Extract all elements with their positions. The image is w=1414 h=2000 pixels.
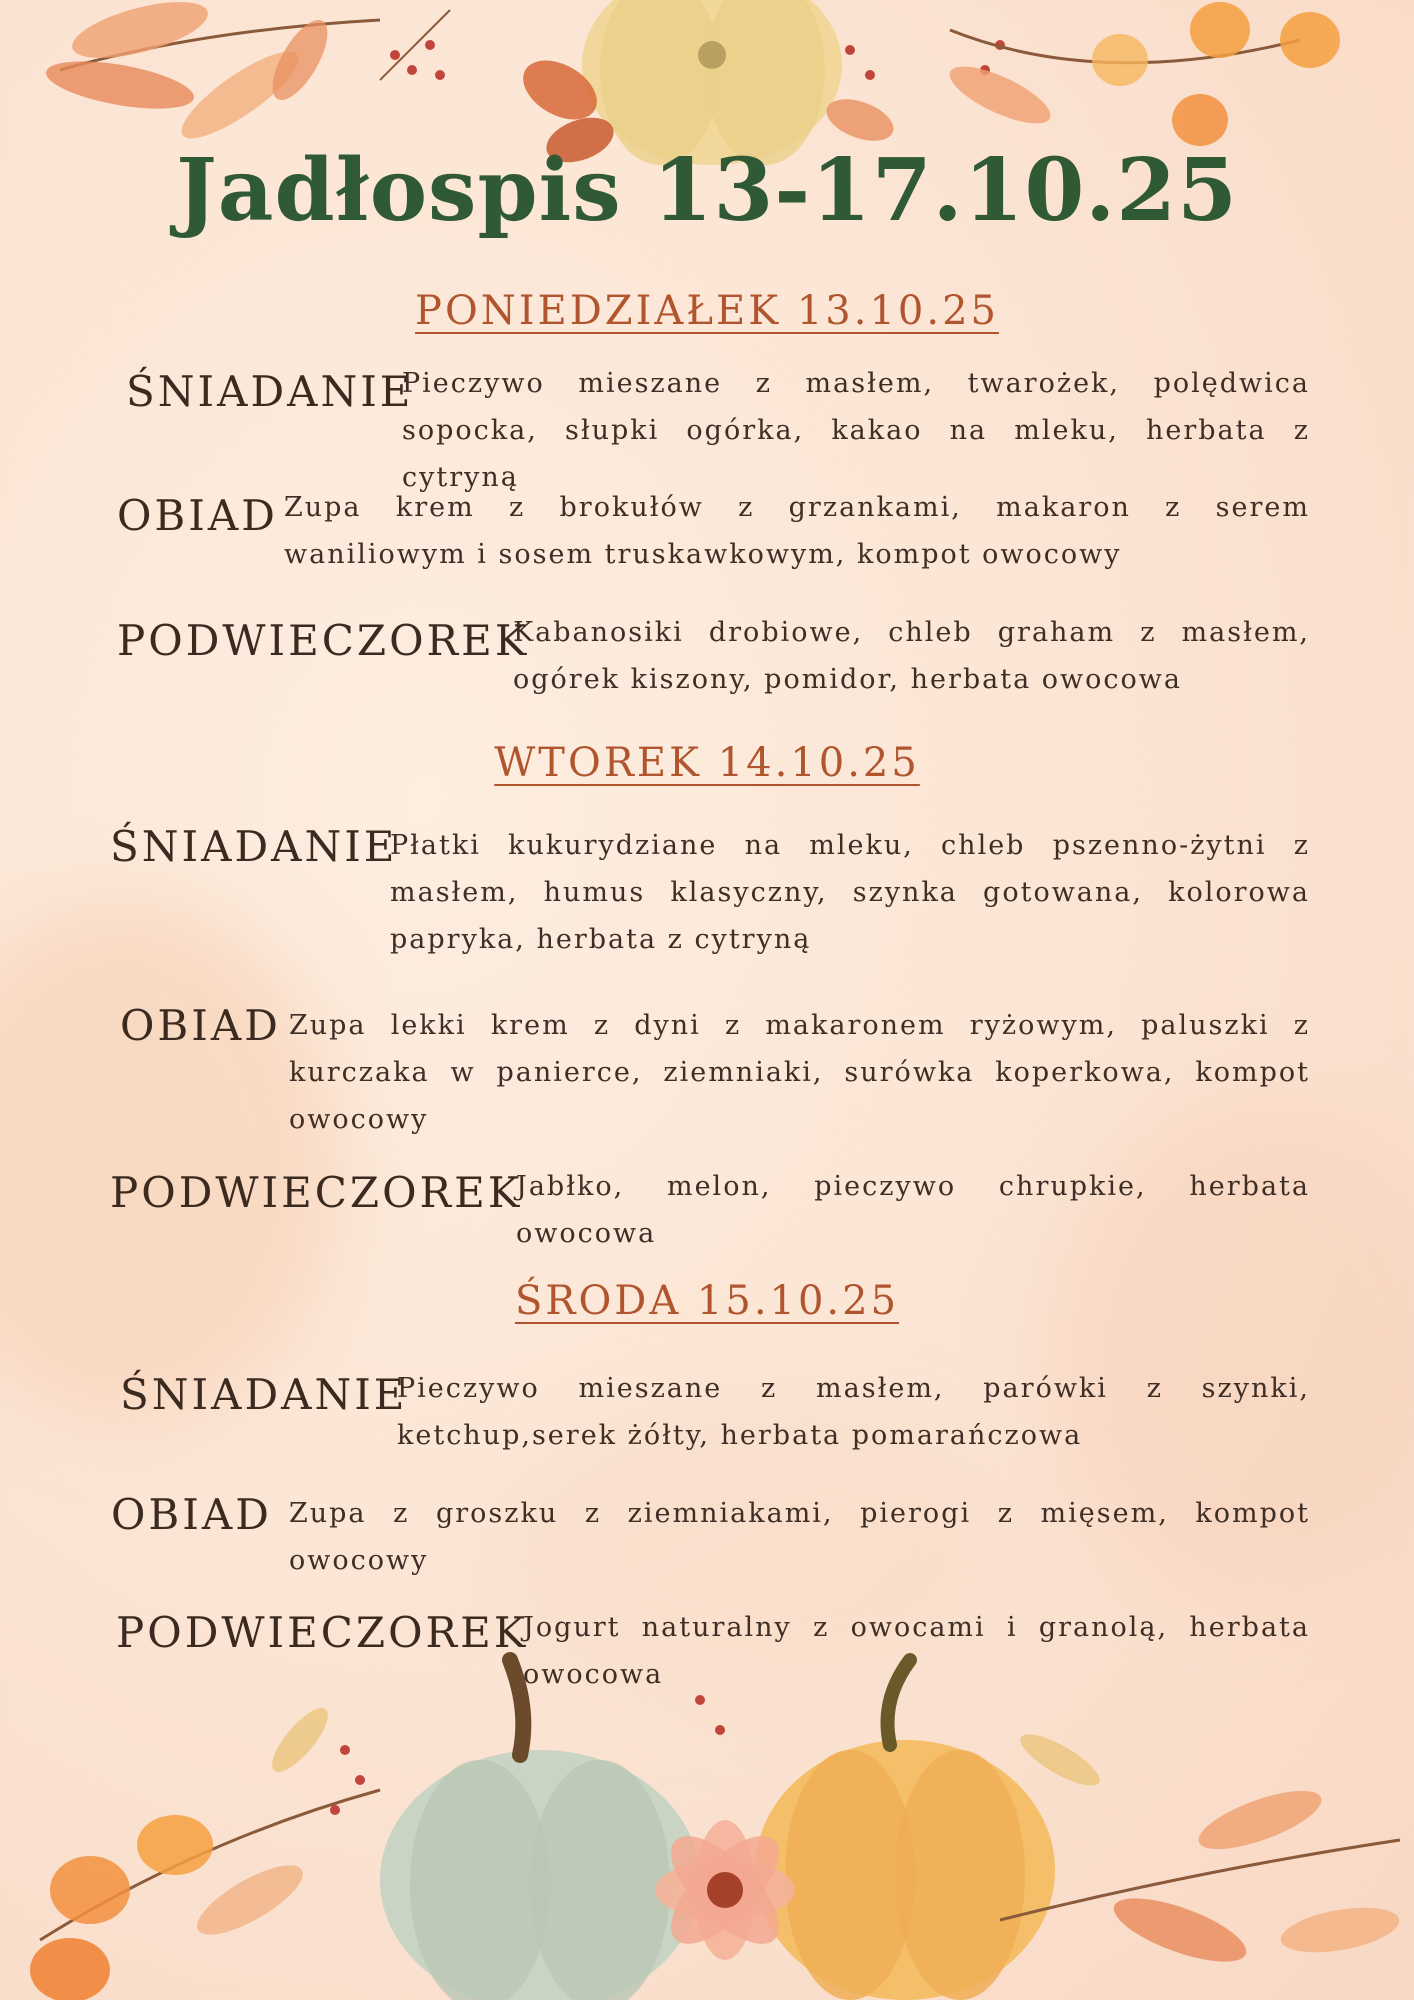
background-wash xyxy=(0,900,340,1420)
meal-text-breakfast: Pieczywo mieszane z masłem, parówki z szynki, ketchup,serek żółty, herbata pomarańczowa xyxy=(397,1373,1310,1451)
green-pumpkin-icon xyxy=(380,1660,700,2000)
meal-label-lunch: OBIAD xyxy=(117,491,278,540)
meal-label-snack: PODWIECZOREK xyxy=(110,1168,523,1217)
meal-label-breakfast: ŚNIADANIE xyxy=(120,1370,408,1419)
orange-pumpkin-icon xyxy=(755,1660,1055,2000)
day-heading-tuesday: WTOREK 14.10.25 xyxy=(494,740,920,786)
meal-label-lunch: OBIAD xyxy=(111,1490,272,1539)
meal-label-breakfast: ŚNIADANIE xyxy=(110,822,398,871)
meal-label-snack: PODWIECZOREK xyxy=(117,616,530,665)
meal-text-lunch: Zupa z groszku z ziemniakami, pierogi z mięsem, kompot owocowy xyxy=(289,1498,1310,1576)
flower-icon xyxy=(654,1819,795,1960)
meal-text-breakfast: Pieczywo mieszane z masłem, twarożek, polędwica sopocka, słupki ogórka, kakao na mleku, herbata z cytryną xyxy=(402,368,1310,493)
meal-text-snack: Jogurt naturalny z owocami i granolą, herbata owocowa xyxy=(523,1612,1310,1690)
meal-text-snack: Jabłko, melon, pieczywo chrupkie, herbata owocowa xyxy=(516,1171,1310,1249)
meal-text-snack: Kabanosiki drobiowe, chleb graham z masłem, ogórek kiszony, pomidor, herbata owocowa xyxy=(513,617,1310,695)
meal-text-breakfast: Płatki kukurydziane na mleku, chleb pszenno-żytni z masłem, humus klasyczny, szynka gotowana, kolorowa papryka, herbata z cytryną xyxy=(390,830,1310,955)
day-heading-wednesday: ŚRODA 15.10.25 xyxy=(514,1278,900,1324)
page-title: Jadłospis 13-17.10.25 xyxy=(176,140,1238,241)
meal-text-lunch: Zupa lekki krem z dyni z makaronem ryżowym, paluszki z kurczaka w panierce, ziemniaki, surówka koperkowa, kompot owocowy xyxy=(289,1010,1310,1135)
pumpkins-bottom-decoration xyxy=(0,1640,1414,2000)
meal-label-lunch: OBIAD xyxy=(120,1001,281,1050)
meal-text-lunch: Zupa krem z brokułów z grzankami, makaron z serem waniliowym i sosem truskawkowym, kompot owocowy xyxy=(284,492,1310,570)
meal-label-breakfast: ŚNIADANIE xyxy=(126,367,414,416)
day-heading-monday: PONIEDZIAŁEK 13.10.25 xyxy=(415,288,999,334)
meal-label-snack: PODWIECZOREK xyxy=(116,1608,529,1657)
